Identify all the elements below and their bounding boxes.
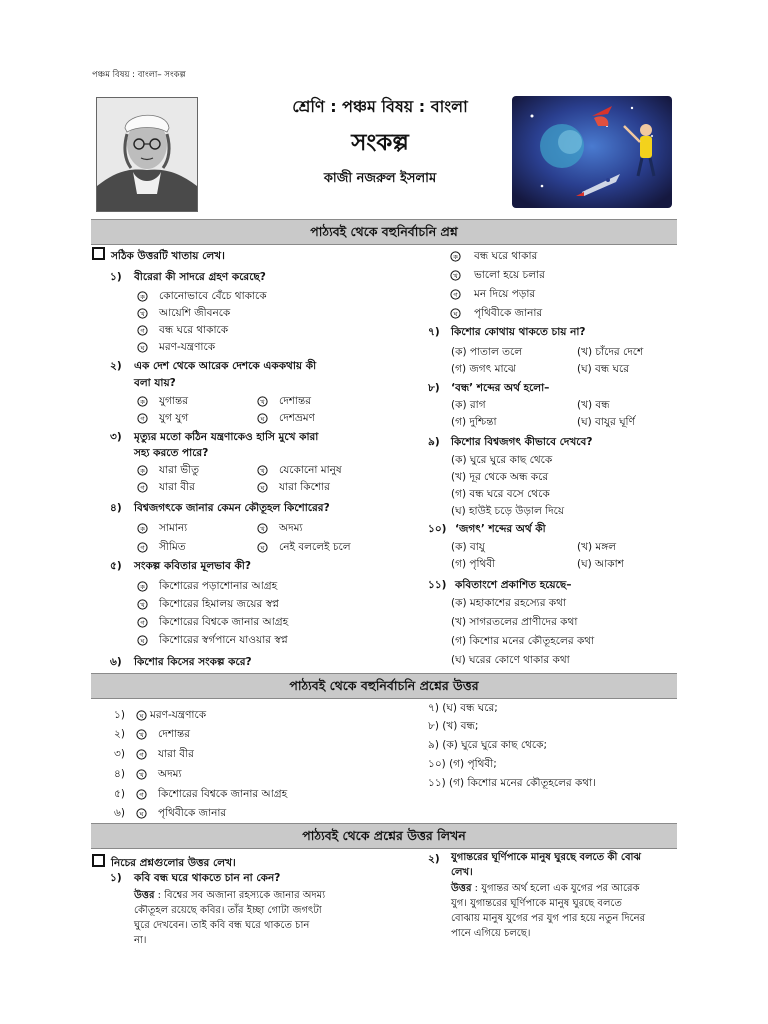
checkbox-icon — [92, 247, 105, 260]
question-text: সংকল্প কবিতার মূলভাব কী? — [134, 560, 251, 572]
option-text: (গ) বন্ধ ঘরে বসে থেকে — [451, 488, 550, 500]
answer-number: ২) — [114, 728, 125, 740]
written-q2-answer — [451, 881, 681, 941]
option-marker-letter: গ — [140, 327, 145, 335]
title-block — [250, 94, 510, 190]
answer-marker-icon — [136, 789, 147, 800]
question-text: ‘জগৎ’ শব্দের অর্থ কী — [455, 523, 546, 535]
question-text: কিশোর কোথায় থাকতে চায় না? — [451, 326, 586, 338]
question-text: ‘বন্ধ’ শব্দের অর্থ হলো– — [451, 382, 550, 394]
option-marker-icon — [137, 291, 148, 302]
option-marker-letter: ঘ — [453, 310, 458, 318]
option-text: (ক) ঘুরে ঘুরে কাছ থেকে — [451, 454, 553, 466]
option-marker-letter: খ — [140, 601, 145, 609]
option-marker-letter: ক — [453, 253, 458, 261]
option-marker-letter: খ — [453, 272, 458, 280]
option-marker-letter: ঘ — [139, 712, 144, 720]
answer-line: ৮) (খ) বন্ধ; — [428, 720, 479, 732]
option-text: (ক) পাতাল তলে — [451, 346, 523, 358]
option-marker-letter: গ — [140, 484, 145, 492]
option-text: সীমিত — [159, 541, 186, 553]
option-marker-icon — [450, 251, 461, 262]
option-text: যারা ভীতু — [159, 464, 199, 476]
answer-line: ৭) (ঘ) বন্ধ ঘরে; — [428, 702, 498, 714]
option-marker-icon — [137, 581, 148, 592]
answer-marker-icon — [136, 710, 147, 721]
option-text: (ঘ) ঘরের কোণে থাকার কথা — [451, 654, 570, 666]
option-marker-letter: ঘ — [140, 637, 145, 645]
question-number: ১০) — [428, 523, 447, 535]
option-marker-letter: গ — [140, 544, 145, 552]
option-text: কিশোরের হিমালয় জয়ের স্বপ্ন — [159, 598, 279, 610]
space-illustration — [512, 96, 672, 208]
option-text: কিশোরের পড়াশোনার আগ্রহ — [159, 580, 278, 592]
answer-number: ৪) — [114, 768, 125, 780]
option-marker-letter: ঘ — [260, 415, 265, 423]
answer-line: ১১) (গ) কিশোর মনের কৌতূহলের কথা। — [428, 777, 596, 789]
question-text: সহ্য করতে পারে? — [134, 447, 209, 459]
answer-line: কৌতূহল রয়েছে কবির। তাঁর ইচ্ছা গোটা জগৎটা — [134, 905, 322, 916]
written-instruction — [92, 854, 236, 870]
option-marker-icon — [137, 325, 148, 336]
option-text: মরণ-যন্ত্রণাকে — [159, 341, 216, 353]
option-marker-letter: খ — [260, 467, 265, 475]
answer-marker-icon — [136, 749, 147, 760]
option-text: (খ) চাঁদের দেশে — [577, 346, 644, 358]
option-text: পৃথিবীকে জানার — [474, 307, 543, 319]
option-text: যেকোনো মানুষ — [279, 464, 342, 476]
option-text: (ক) মহাকাশের রহস্যের কথা — [451, 597, 566, 609]
option-marker-icon — [450, 308, 461, 319]
option-marker-letter: ক — [140, 525, 145, 533]
portrait-illustration — [97, 98, 197, 211]
question-number: ৪) — [110, 502, 122, 514]
answer-number: ১) — [114, 709, 125, 721]
option-marker-icon — [257, 482, 268, 493]
written-q1-answer — [134, 888, 374, 948]
page-title: সংকল্প — [351, 130, 409, 156]
option-marker-letter: ক — [140, 398, 145, 406]
question-text: কিশোর কিসের সংকল্প করে? — [134, 656, 252, 668]
option-marker-icon — [137, 542, 148, 553]
question-text: মৃত্যুর মতো কঠিন যন্ত্রণাকেও হাসি মুখে কারা — [134, 431, 319, 443]
option-text: (খ) মঙ্গল — [577, 541, 617, 553]
option-marker-letter: ঘ — [260, 544, 265, 552]
answer-marker-icon — [136, 729, 147, 740]
option-text: (ক) রাগ — [451, 399, 486, 411]
option-marker-letter: ঘ — [139, 810, 144, 818]
answer-line: : যুগান্তর অর্থ হলো এক যুগের পর আরেক — [474, 883, 640, 894]
option-text: যারা বীর — [159, 481, 195, 493]
option-marker-letter: গ — [140, 415, 145, 423]
option-text: নেই বললেই চলে — [279, 541, 351, 553]
answer-number: ৫) — [114, 788, 125, 800]
option-marker-letter: খ — [260, 525, 265, 533]
question-text: এক দেশ থেকে আরেক দেশকে এককথায় কী — [134, 360, 317, 372]
option-text: (ঘ) বন্ধ ঘরে — [577, 363, 629, 375]
option-marker-letter: গ — [139, 751, 144, 759]
answer-number: ৩) — [114, 748, 125, 760]
answer-label: উত্তর — [134, 890, 155, 901]
author-name: কাজী নজরুল ইসলাম — [323, 171, 437, 186]
option-text: (খ) দূর থেকে অন্ধ করে — [451, 471, 549, 483]
question-text: বলা যায়? — [134, 377, 176, 389]
section-bar-mcq: পাঠ্যবই থেকে বহুনির্বাচনি প্রশ্ন — [91, 219, 677, 245]
option-text: (ক) বাযু — [451, 541, 485, 553]
question-text: কিশোর বিশ্বজগৎ কীভাবে দেখবে? — [451, 436, 593, 448]
option-marker-icon — [137, 617, 148, 628]
option-text: (গ) পৃথিবী — [451, 558, 496, 570]
answer-text: অদম্য — [158, 768, 182, 780]
question-number: ১) — [110, 271, 122, 283]
answer-text: পৃথিবীকে জানার — [158, 807, 227, 819]
question-number: ১১) — [428, 579, 447, 591]
question-number: ৫) — [110, 560, 122, 572]
answer-line: ঘুরে দেখবেন। তাই কবি বন্ধ ঘরে থাকতে চান — [134, 920, 310, 931]
answer-label: উত্তর — [451, 883, 472, 894]
option-marker-icon — [137, 465, 148, 476]
answer-line: ৯) (ক) ঘুরে ঘুরে কাছ থেকে; — [428, 739, 548, 751]
option-marker-letter: ক — [140, 293, 145, 301]
answer-line: ১০) (গ) পৃথিবী; — [428, 758, 497, 770]
option-marker-letter: গ — [453, 291, 458, 299]
space-art — [512, 96, 672, 208]
option-text: যুগান্তর — [159, 395, 188, 407]
written-q2-num: ২) — [428, 853, 440, 865]
answer-text: কিশোরের বিশ্বকে জানার আগ্রহ — [158, 788, 288, 800]
option-text: যারা কিশোর — [279, 481, 330, 493]
option-marker-icon — [137, 599, 148, 610]
question-number: ৭) — [428, 326, 440, 338]
option-marker-letter: ঘ — [260, 484, 265, 492]
option-text: আয়েশি জীবনকে — [159, 307, 231, 319]
question-line: যুগান্তরের ঘূর্ণিপাকে মানুষ ঘুরছে বলতে কী বোঝ — [451, 852, 641, 863]
written-q1-question: কবি বন্ধ ঘরে থাকতে চান না কেন? — [134, 872, 281, 884]
option-text: অদম্য — [279, 522, 303, 534]
option-text: দেশভ্রমণ — [279, 412, 315, 424]
option-text: (ঘ) হাউই চড়ে উড়াল দিয়ে — [451, 505, 565, 517]
answer-marker-icon — [136, 769, 147, 780]
option-marker-letter: ঘ — [140, 344, 145, 352]
option-marker-icon — [257, 413, 268, 424]
option-marker-icon — [257, 396, 268, 407]
answer-line: পানে এগিয়ে চলছে। — [451, 928, 531, 939]
option-text: কিশোরের স্বর্গপানে যাওয়ার স্বপ্ন — [159, 634, 288, 646]
option-marker-icon — [137, 413, 148, 424]
option-marker-letter: গ — [140, 619, 145, 627]
mcq-instruction — [92, 247, 225, 263]
answer-text: যারা বীর — [158, 748, 194, 760]
answer-line: না। — [134, 935, 147, 946]
option-marker-letter: খ — [139, 771, 144, 779]
option-text: (খ) সাগরতলের প্রাণীদের কথা — [451, 616, 578, 628]
option-marker-icon — [137, 635, 148, 646]
option-text: বন্ধ ঘরে থাকার — [474, 250, 538, 262]
option-marker-icon — [137, 396, 148, 407]
option-marker-letter: খ — [139, 731, 144, 739]
answer-number: ৬) — [114, 807, 125, 819]
option-marker-letter: গ — [139, 791, 144, 799]
question-line: লেখ। — [451, 867, 473, 878]
option-marker-icon — [137, 308, 148, 319]
option-text: (গ) কিশোর মনের কৌতূহলের কথা — [451, 635, 595, 647]
answer-marker-icon — [136, 808, 147, 819]
option-text: কোনোভাবে বেঁচে থাকাকে — [159, 290, 267, 302]
question-number: ২) — [110, 360, 122, 372]
option-text: ভালো হয়ে চলার — [474, 269, 545, 281]
option-marker-letter: ক — [140, 583, 145, 591]
class-subject-line: শ্রেণি : পঞ্চম বিষয় : বাংলা — [292, 97, 468, 116]
option-marker-icon — [137, 342, 148, 353]
option-marker-letter: খ — [140, 310, 145, 318]
instruction-text: নিচের প্রশ্নগুলোর উত্তর লেখ। — [111, 857, 236, 869]
option-marker-icon — [257, 542, 268, 553]
option-text: সামান্য — [159, 522, 188, 534]
question-number: ৩) — [110, 431, 122, 443]
author-portrait — [96, 97, 198, 212]
option-text: যুগ যুগ — [159, 412, 189, 424]
option-text: বন্ধ ঘরে থাকাকে — [159, 324, 229, 336]
option-text: (খ) বন্ধ — [577, 399, 610, 411]
option-text: (গ) জগৎ মাঝে — [451, 363, 516, 375]
option-marker-icon — [450, 289, 461, 300]
question-text: কবিতাংশে প্রকাশিত হয়েছে– — [455, 579, 572, 591]
option-marker-icon — [137, 482, 148, 493]
question-text: বীরেরা কী সাদরে গ্রহণ করেছে? — [134, 271, 266, 283]
answer-text: মরণ-যন্ত্রণাকে — [150, 709, 207, 721]
section-bar-written: পাঠ্যবই থেকে প্রশ্নের উত্তর লিখন — [91, 823, 677, 849]
option-marker-icon — [257, 465, 268, 476]
section-bar-answers: পাঠ্যবই থেকে বহুনির্বাচনি প্রশ্নের উত্তর — [91, 673, 677, 699]
answer-line: : বিশ্বের সব অজানা রহস্যকে জানার অদম্য — [157, 890, 326, 901]
answer-line: যুগ। যুগান্তরের ঘূর্ণিপাকে মানুষ ঘুরছে বলতে — [451, 898, 622, 909]
option-marker-letter: খ — [260, 398, 265, 406]
option-marker-icon — [450, 270, 461, 281]
question-text: বিশ্বজগৎকে জানার কেমন কৌতূহল কিশোরের? — [134, 502, 330, 514]
option-text: (ঘ) আকাশ — [577, 558, 624, 570]
checkbox-icon — [92, 854, 105, 867]
instruction-text: সঠিক উত্তরটি খাতায় লেখ। — [111, 250, 225, 262]
option-marker-icon — [137, 523, 148, 534]
option-text: মন দিয়ে পড়ার — [474, 288, 536, 300]
option-text: কিশোরের বিশ্বকে জানার আগ্রহ — [159, 616, 289, 628]
running-header: পঞ্চম বিষয় : বাংলা– সংকল্প — [92, 70, 186, 80]
option-marker-icon — [257, 523, 268, 534]
answer-line: বোঝায় মানুষ যুগের পর যুগ পার হয়ে নতুন দিনের — [451, 913, 646, 924]
answer-text: দেশান্তর — [158, 728, 191, 740]
option-text: (ঘ) বাযুর ঘূর্ণি — [577, 416, 635, 428]
option-marker-letter: ক — [140, 467, 145, 475]
question-number: ৯) — [428, 436, 440, 448]
written-q1-num: ১) — [110, 872, 122, 884]
question-number: ৬) — [110, 656, 122, 668]
question-number: ৮) — [428, 382, 440, 394]
option-text: (গ) দুশ্চিন্তা — [451, 416, 497, 428]
written-q2-question — [451, 850, 681, 880]
option-text: দেশান্তর — [279, 395, 312, 407]
